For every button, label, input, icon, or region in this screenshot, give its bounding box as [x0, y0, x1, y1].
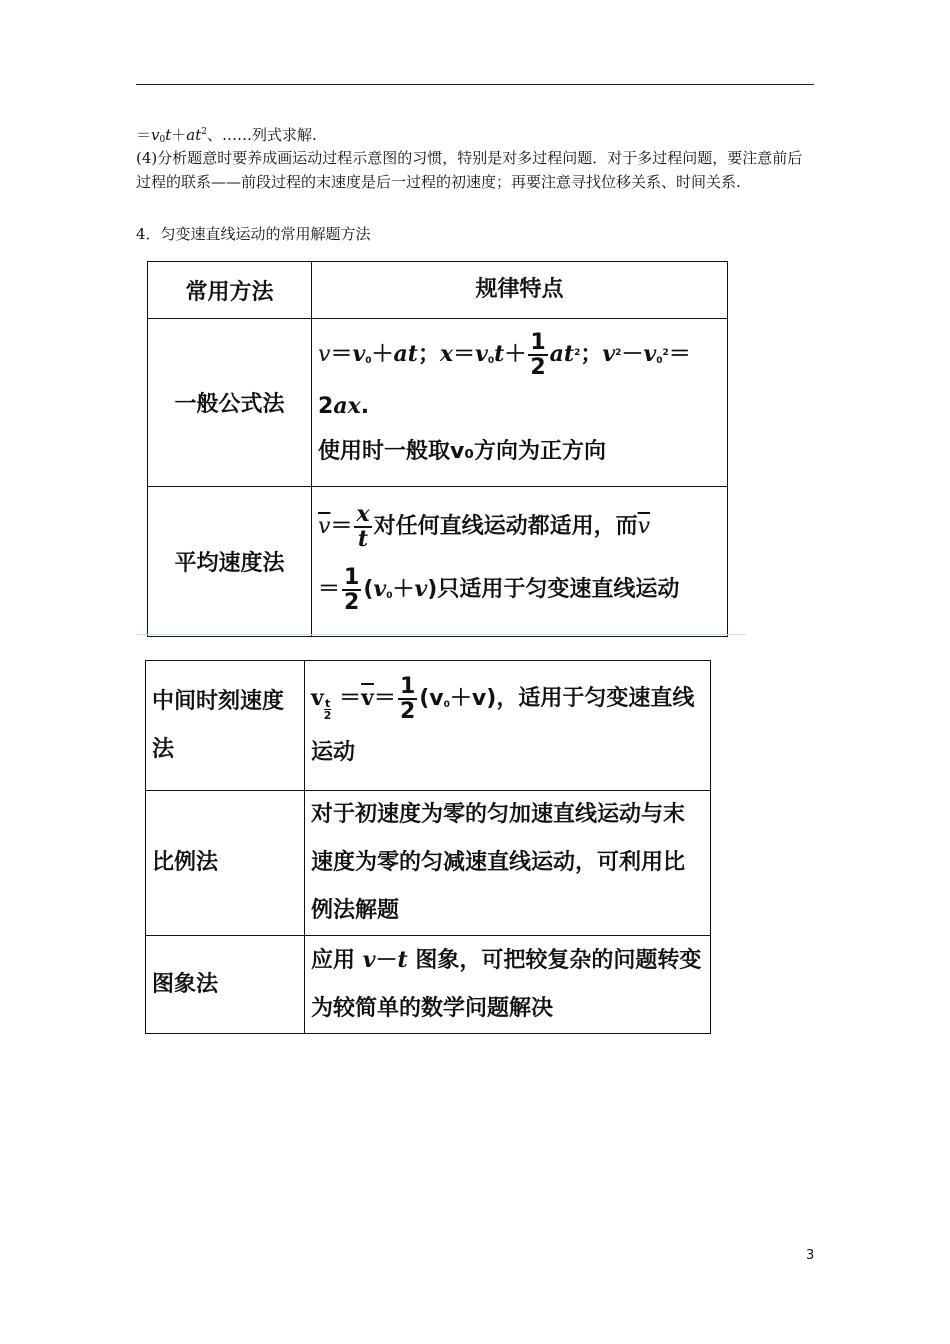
table-row — [148, 319, 728, 487]
method-cell: 中间时刻速度法 — [146, 661, 305, 791]
table-row — [146, 936, 711, 1034]
methods-table-1 — [147, 261, 728, 637]
feature-cell — [312, 319, 728, 487]
header-feature: 规律特点 — [312, 262, 728, 319]
header-method: 常用方法 — [148, 262, 312, 319]
separator-line — [136, 634, 746, 635]
method-cell: 一般公式法 — [148, 319, 312, 487]
average-velocity-line2: ＝ $\frac{1}{2}$ $(v_0+v)$只适用于匀变速直线运动 — [318, 564, 680, 615]
average-velocity-line1: $\overline{v}=$ $\frac{x}{t}$ 对任何直线运动都适用，而$\overline{v}$ — [318, 500, 651, 552]
midpoint-tail: ，适用于匀变速直线运动 — [311, 686, 695, 765]
general-formula-note: 使用时一般取v₀方向为正方向 — [318, 439, 606, 464]
page-number: 3 — [806, 1248, 815, 1263]
table-row — [146, 661, 711, 791]
methods-table-2 — [145, 660, 711, 1034]
feature-cell: 对于初速度为零的匀加速直线运动与末速度为零的匀减速直线运动，可利用比例法解题 — [305, 791, 711, 936]
item-4-paragraph: (4)分析题意时要养成画运动过程示意图的习惯，特别是对多过程问题．对于多过程问题，要注意前后过程的联系——前段过程的末速度是后一过程的初速度；再要注意寻找位移关系、时间关系. — [136, 149, 803, 191]
feature-cell — [312, 487, 728, 637]
table-row — [146, 791, 711, 936]
average-velocity-tail-2: 只适用于匀变速直线运动 — [437, 577, 680, 602]
table-header-row — [148, 262, 728, 319]
general-formula-cont: 2ax. — [318, 393, 370, 419]
table-row — [148, 487, 728, 637]
method-cell: 平均速度法 — [148, 487, 312, 637]
section-heading: 4．匀变速直线运动的常用解题方法 — [136, 225, 371, 243]
graph-method-pre: 应用 — [311, 948, 356, 973]
general-formula: $v=v_0+at$；$x=v_0t+$ $\frac{1}{2}$ $at^2$；$v^2-v_0^2=$ — [318, 329, 691, 380]
feature-cell: 应用 v－t 图象，可把较复杂的问题转变为较简单的数学问题解决 — [305, 936, 711, 1034]
formula-line-tail: 、……列式求解. — [207, 126, 317, 144]
formula-line: $=v_0t+at^2$、……列式求解. — [136, 126, 317, 145]
method-cell: 比例法 — [146, 791, 305, 936]
method-cell: 图象法 — [146, 936, 305, 1034]
average-velocity-tail-1: 对任何直线运动都适用，而 — [373, 514, 638, 539]
graph-method-post: 图象，可把较复杂的问题转变为较简单的数学问题解决 — [311, 948, 702, 1021]
header-rule — [136, 84, 814, 85]
feature-cell: v $\frac{t}{2}$ $=\overline{v}=$ $\frac{1}{2}$ $(v_0+v)$，适用于匀变速直线运动 — [305, 661, 711, 791]
